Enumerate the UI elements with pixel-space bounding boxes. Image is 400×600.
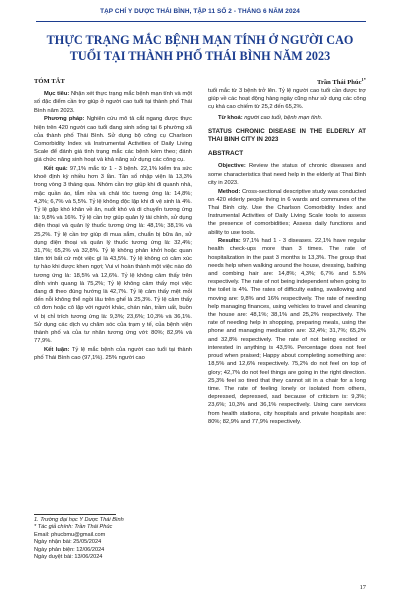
conclusion-label: Kết luận: xyxy=(44,347,70,353)
keywords-vi xyxy=(208,114,366,122)
english-title: STATUS CHRONIC DISEASE IN THE ELDERLY AT THAI BINH CITY IN 2023 xyxy=(208,127,366,144)
footnote-email: Email: phucbmu@gmail.com xyxy=(34,531,106,538)
objective-text: Nhận xét thực trạng mắc bệnh mạn tính và một số đặc điểm cần trợ giúp ở người cao tuổi tại thành phố Thái Bình năm 2023. xyxy=(34,91,192,114)
summary-objective xyxy=(34,90,192,115)
footnote-affiliation: 1. Trường đại học Y Dược Thái Bình xyxy=(34,517,124,523)
author-label: Trần Thái Phúc xyxy=(317,79,362,87)
method-text: Nghiên cứu mô tả cắt ngang được thực hiện trên 420 người cao tuổi đang sinh sống tại 6 phường xã của thành phố Thái Bình. Sử dụng bộ công cụ Charlson Comorbidity Index và Instrumental Activities of Daily Living Scale để đánh giá tình trạng mắc các bệnh kèm theo; đánh giá chức năng sinh hoạt và khả năng sử dụng các công cụ. xyxy=(34,116,192,164)
summary-conclusion xyxy=(34,346,192,362)
abstract-method xyxy=(208,188,366,237)
abstract-results xyxy=(208,237,366,426)
results-label: Kết quả: xyxy=(44,166,68,173)
en-objective-text: Review the status of chronic diseases and some characteristics that need help in the elderly at Thai Binh city in 2023. xyxy=(208,163,366,186)
footnote-review-date: Ngày phản biện: 12/06/2024 xyxy=(34,546,105,553)
results-text: 97,1% mắc từ 1 - 3 bệnh. 22,1% kiểm tra sức khoẻ định kỳ nhiều hơn 3 lần. Tần số nhập viện là 13,3% trong vòng 3 tháng qua. Nhóm cần trợ giúp khi đi quanh nhà, mặc quần áo, tắm rửa và chải tóc tương ứng là: 14,8%; 4,3%; 6,7% và 5,5%. Tỷ lệ không độc lập khi đi vệ sinh là 4%. Tỷ lệ gặp khó khăn về ăn, nuốt khó và di chuyển tương ứng là: 9,8% và 16%. Tỷ lệ cần trợ giúp quản lý tài chính, sử dụng điện thoại và quản lý thuốc tương ứng là: 48,1%; 38,1% và 25,2%. Tỷ lệ cần trợ giúp đi mua sắm, chuẩn bị bữa ăn, sử dụng điện thoại và quản lý thuốc tương ứng là: 32,4%; 31,7%; 65,2% và 32,8%. Tỷ lệ không phản khởi hoặc quan tâm tới bất cứ một việc gì là 43,5%. Tỷ lệ không có cảm xúc tự hào khi được khen ngợi; Vui vì hoàn thành một việc nào đó tương ứng là: 18,5% và 12,6%. Tỷ lệ không cảm thấy trên đỉnh vinh quang là 75,2%; Tỷ lệ không cảm thấy mọi việc đang đi theo đúng hướng là 42,7%. Tỷ lệ cảm thấy mệt mỏi đến nỗi không thể ngồi lâu trên ghế là 25,3%. Tỷ lệ cảm thấy cô đơn hoặc cô lập với người khác, chán nản, trầm uất, buồn vì bị chỉ trích tương ứng là: 9,3%; 23,6%; 10,3% và 36,1%. Sử dụng các dịch vụ chăm sóc của trạm y tế, của bệnh viện thành phố và của tư nhân tương ứng với: 80%; 82,9% và 77,9%. xyxy=(34,166,193,345)
method-label: Phương pháp: xyxy=(44,116,85,123)
author-affiliation-mark: 1* xyxy=(361,77,366,82)
summary-results xyxy=(34,165,192,345)
footnote-accepted-date: Ngày duyệt bài: 13/06/2024 xyxy=(34,554,103,561)
en-results-label: Results: xyxy=(218,238,241,245)
right-column xyxy=(208,87,366,426)
summary-heading: TÓM TẮT xyxy=(34,78,65,85)
en-results-text: 97,1% had 1 - 3 diseases. 22,1% have regular health check-ups more than 3 times. The rate of hospitalization in the past 3 months is 13,3%. The group that needs help when walking around the house, dressing, bathing and combing hair are: 14,8%; 4,3%; 6,7% and 5.5% respectively. The rate of not being independent when going to the toilet is 4%. The rates of difficulty eating, swallowing and moving are: 9,8% and 16% respectively. The rate of needing help managing finances, using vehicles to travel and cleaning the house are: 48,1%; 38,1% and 25,2% respectively. The rate of needing help in shopping, preparing meals, using the phone and managing medication are: 32,4%; 31,7%; 65,2% and 32,8% respectively. The rate of not being excited or interested in anything is 43,5%. Percentage does not feel proud when praised; Happy about completing something are: 18,5% and 12,6% respectively. 75,2% do not feel on top of glory; 42,7% do not feel things are going in the right direction. 25,3% feel so tired that they cannot sit in a chair for a long time. The rate of feeling lonely or isolated from others, depressed, depressed, sad because of criticism is: 9,3%; 23,6%; 10,3% and 36,1% respectively. Using care services from health stations, city hospitals and private hospitals are: 80%; 82,9% and 77,9% respectively. xyxy=(208,238,366,425)
author-name xyxy=(317,77,366,86)
conclusion-text: Tỷ lệ mắc bệnh của người cao tuổi tại thành phố Thái Bình cao (97,1%). 25% người cao xyxy=(34,347,192,362)
header-divider xyxy=(36,21,366,22)
en-method-text: Cross-sectional descriptive study was conducted on 420 elderly people living in 6 wards and communes of the Thai Binh city. Use the Charlson Comorbidity Index and Instrumental Activities of Daily Living Scale tools to assess the presence of comorbidities; Assess daily functions and ability to use tools. xyxy=(208,188,366,236)
abstract-heading: ABSTRACT xyxy=(208,150,244,158)
journal-header: TẠP CHÍ Y DƯỢC THÁI BÌNH, TẬP 11 SỐ 2 - THÁNG 6 NĂM 2024 xyxy=(100,8,300,15)
conclusion-continued: tuổi mắc từ 3 bệnh trở lên. Tỷ lệ người cao tuổi cần được trợ giúp về các hoạt động hàng ngày cũng như sử dụng các công cụ khá cao chiếm từ 25,2 đến 65,2%. xyxy=(208,88,366,111)
keywords-label: Từ khoá: xyxy=(218,114,243,121)
summary-method xyxy=(34,115,192,164)
en-method-label: Method: xyxy=(218,188,241,195)
footnotes xyxy=(34,517,194,561)
footnote-received-date: Ngày nhận bài: 25/05/2024 xyxy=(34,539,102,546)
footnote-divider xyxy=(34,514,116,515)
abstract-objective xyxy=(208,162,366,187)
keywords-text: người cao tuổi, bệnh mạn tính. xyxy=(242,114,323,121)
objective-label: Mục tiêu: xyxy=(44,91,70,98)
page-number: 17 xyxy=(359,584,366,591)
article-title: THỰC TRẠNG MẮC BỆNH MẠN TÍNH Ở NGƯỜI CAO TUỔI TẠI THÀNH PHỐ THÁI BÌNH NĂM 2023 xyxy=(46,33,354,63)
en-objective-label: Objective: xyxy=(218,163,246,170)
footnote-corresponding-author: * Tác giả chính: Trần Thái Phúc xyxy=(34,524,113,531)
left-column xyxy=(34,78,192,363)
